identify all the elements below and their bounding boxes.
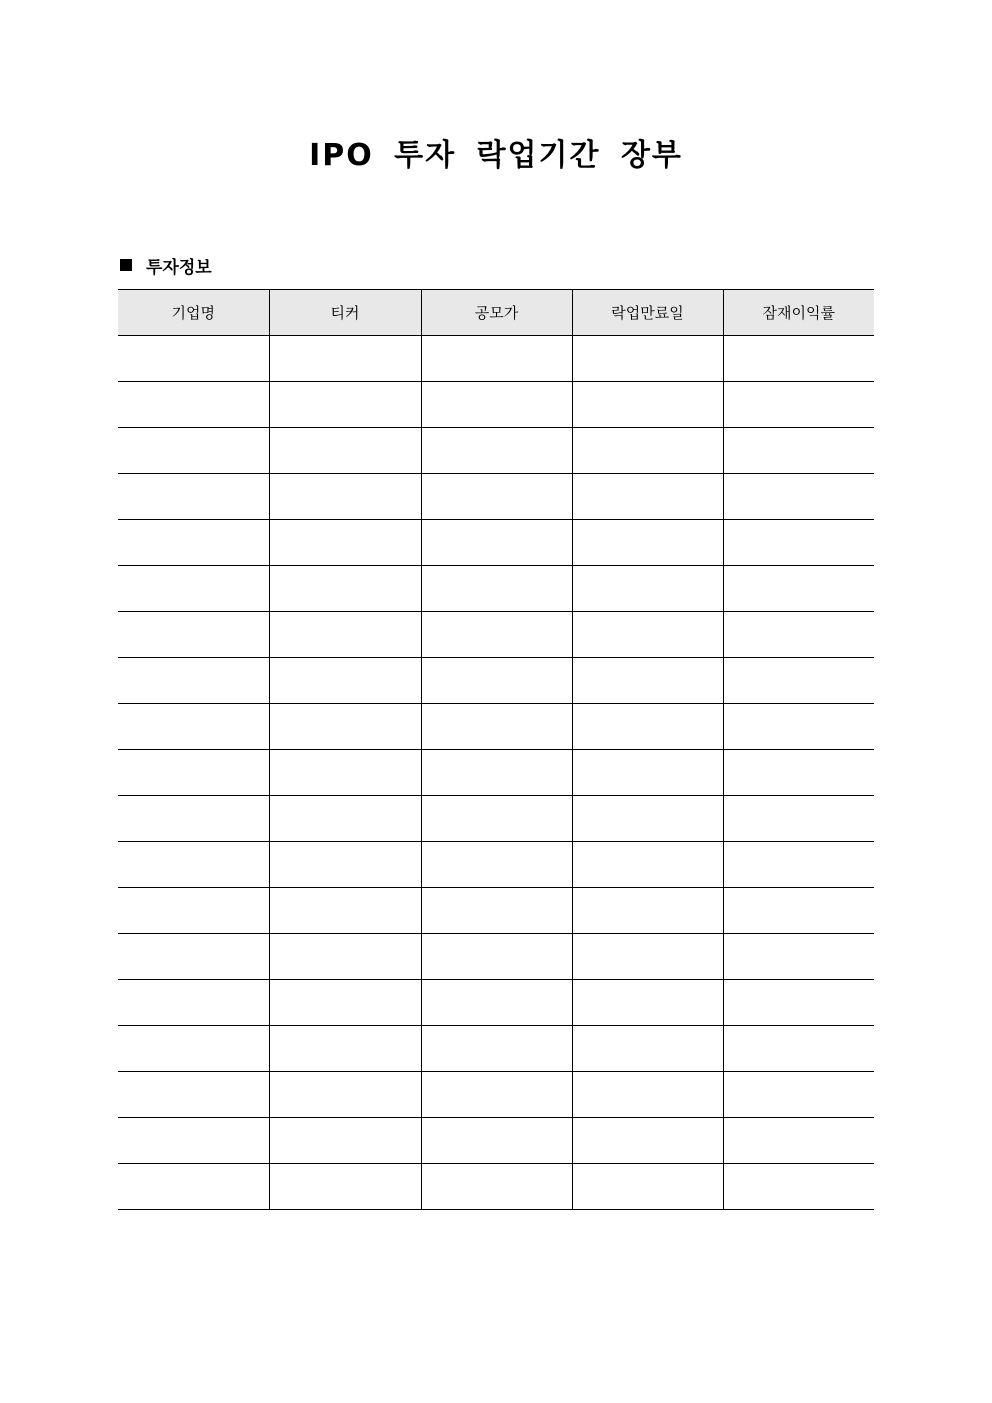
cell-lockup-expiry[interactable] — [572, 842, 723, 888]
cell-ticker[interactable] — [269, 1072, 421, 1118]
table-row — [118, 428, 874, 474]
table-row — [118, 1026, 874, 1072]
cell-potential-return[interactable] — [723, 888, 874, 934]
cell-lockup-expiry[interactable] — [572, 336, 723, 382]
cell-potential-return[interactable] — [723, 750, 874, 796]
cell-potential-return[interactable] — [723, 704, 874, 750]
cell-lockup-expiry[interactable] — [572, 1164, 723, 1210]
cell-offering-price[interactable] — [421, 796, 572, 842]
cell-company[interactable] — [118, 980, 269, 1026]
cell-company[interactable] — [118, 1164, 269, 1210]
investment-ledger-table — [118, 289, 874, 1210]
cell-offering-price[interactable] — [421, 612, 572, 658]
table-row — [118, 520, 874, 566]
cell-company[interactable] — [118, 750, 269, 796]
table-row — [118, 934, 874, 980]
cell-lockup-expiry[interactable] — [572, 612, 723, 658]
table-row — [118, 382, 874, 428]
cell-lockup-expiry[interactable] — [572, 1118, 723, 1164]
table-row — [118, 658, 874, 704]
square-bullet-icon — [120, 259, 132, 271]
cell-potential-return[interactable] — [723, 520, 874, 566]
cell-ticker[interactable] — [269, 612, 421, 658]
cell-company[interactable] — [118, 1026, 269, 1072]
cell-offering-price[interactable] — [421, 428, 572, 474]
cell-offering-price[interactable] — [421, 382, 572, 428]
cell-potential-return[interactable] — [723, 566, 874, 612]
cell-potential-return[interactable] — [723, 1026, 874, 1072]
cell-ticker[interactable] — [269, 658, 421, 704]
cell-potential-return[interactable] — [723, 336, 874, 382]
cell-offering-price[interactable] — [421, 750, 572, 796]
cell-offering-price[interactable] — [421, 520, 572, 566]
cell-potential-return[interactable] — [723, 1118, 874, 1164]
cell-offering-price[interactable] — [421, 474, 572, 520]
cell-ticker[interactable] — [269, 934, 421, 980]
table-row — [118, 796, 874, 842]
cell-ticker[interactable] — [269, 1118, 421, 1164]
cell-company[interactable] — [118, 428, 269, 474]
column-header-potential-return: 잠재이익률 — [723, 290, 874, 336]
table-row — [118, 1164, 874, 1210]
cell-ticker[interactable] — [269, 750, 421, 796]
cell-company[interactable] — [118, 566, 269, 612]
cell-company[interactable] — [118, 704, 269, 750]
cell-ticker[interactable] — [269, 382, 421, 428]
cell-ticker[interactable] — [269, 888, 421, 934]
table-row — [118, 474, 874, 520]
table-row — [118, 704, 874, 750]
cell-lockup-expiry[interactable] — [572, 658, 723, 704]
cell-potential-return[interactable] — [723, 612, 874, 658]
cell-lockup-expiry[interactable] — [572, 980, 723, 1026]
cell-offering-price[interactable] — [421, 658, 572, 704]
cell-lockup-expiry[interactable] — [572, 1026, 723, 1072]
section-heading — [120, 252, 212, 278]
cell-potential-return[interactable] — [723, 658, 874, 704]
section-heading-label: 투자정보 — [146, 257, 212, 278]
cell-ticker[interactable] — [269, 566, 421, 612]
cell-company[interactable] — [118, 474, 269, 520]
column-header-ticker: 티커 — [269, 290, 421, 336]
table-row — [118, 842, 874, 888]
cell-ticker[interactable] — [269, 842, 421, 888]
table-body — [118, 336, 874, 1210]
cell-lockup-expiry[interactable] — [572, 704, 723, 750]
cell-ticker[interactable] — [269, 336, 421, 382]
cell-ticker[interactable] — [269, 980, 421, 1026]
table-row — [118, 1118, 874, 1164]
cell-lockup-expiry[interactable] — [572, 888, 723, 934]
cell-potential-return[interactable] — [723, 980, 874, 1026]
cell-offering-price[interactable] — [421, 1026, 572, 1072]
cell-offering-price[interactable] — [421, 1164, 572, 1210]
table-row — [118, 566, 874, 612]
cell-lockup-expiry[interactable] — [572, 566, 723, 612]
cell-ticker[interactable] — [269, 1026, 421, 1072]
cell-ticker[interactable] — [269, 796, 421, 842]
cell-potential-return[interactable] — [723, 934, 874, 980]
cell-offering-price[interactable] — [421, 888, 572, 934]
page-title: IPO 투자 락업기간 장부 — [309, 138, 683, 173]
cell-lockup-expiry[interactable] — [572, 796, 723, 842]
cell-company[interactable] — [118, 658, 269, 704]
cell-company[interactable] — [118, 520, 269, 566]
cell-offering-price[interactable] — [421, 1118, 572, 1164]
column-header-company: 기업명 — [118, 290, 269, 336]
cell-potential-return[interactable] — [723, 474, 874, 520]
cell-lockup-expiry[interactable] — [572, 750, 723, 796]
cell-lockup-expiry[interactable] — [572, 474, 723, 520]
cell-potential-return[interactable] — [723, 796, 874, 842]
cell-company[interactable] — [118, 934, 269, 980]
cell-ticker[interactable] — [269, 1164, 421, 1210]
cell-offering-price[interactable] — [421, 842, 572, 888]
cell-company[interactable] — [118, 336, 269, 382]
cell-potential-return[interactable] — [723, 428, 874, 474]
cell-company[interactable] — [118, 612, 269, 658]
cell-company[interactable] — [118, 796, 269, 842]
cell-lockup-expiry[interactable] — [572, 1072, 723, 1118]
cell-potential-return[interactable] — [723, 842, 874, 888]
cell-company[interactable] — [118, 842, 269, 888]
table-row — [118, 1072, 874, 1118]
table-row — [118, 612, 874, 658]
cell-ticker[interactable] — [269, 520, 421, 566]
table-row — [118, 336, 874, 382]
cell-offering-price[interactable] — [421, 336, 572, 382]
column-header-offering-price: 공모가 — [421, 290, 572, 336]
cell-offering-price[interactable] — [421, 980, 572, 1026]
cell-offering-price[interactable] — [421, 704, 572, 750]
cell-company[interactable] — [118, 1118, 269, 1164]
cell-company[interactable] — [118, 382, 269, 428]
cell-potential-return[interactable] — [723, 1072, 874, 1118]
cell-offering-price[interactable] — [421, 1072, 572, 1118]
cell-lockup-expiry[interactable] — [572, 428, 723, 474]
cell-offering-price[interactable] — [421, 566, 572, 612]
cell-ticker[interactable] — [269, 428, 421, 474]
cell-ticker[interactable] — [269, 474, 421, 520]
cell-company[interactable] — [118, 1072, 269, 1118]
table-row — [118, 888, 874, 934]
cell-lockup-expiry[interactable] — [572, 934, 723, 980]
cell-offering-price[interactable] — [421, 934, 572, 980]
table-row — [118, 750, 874, 796]
cell-lockup-expiry[interactable] — [572, 520, 723, 566]
cell-potential-return[interactable] — [723, 382, 874, 428]
cell-lockup-expiry[interactable] — [572, 382, 723, 428]
column-header-lockup-expiry: 락업만료일 — [572, 290, 723, 336]
table-header-row — [118, 290, 874, 336]
cell-company[interactable] — [118, 888, 269, 934]
cell-potential-return[interactable] — [723, 1164, 874, 1210]
cell-ticker[interactable] — [269, 704, 421, 750]
table-row — [118, 980, 874, 1026]
